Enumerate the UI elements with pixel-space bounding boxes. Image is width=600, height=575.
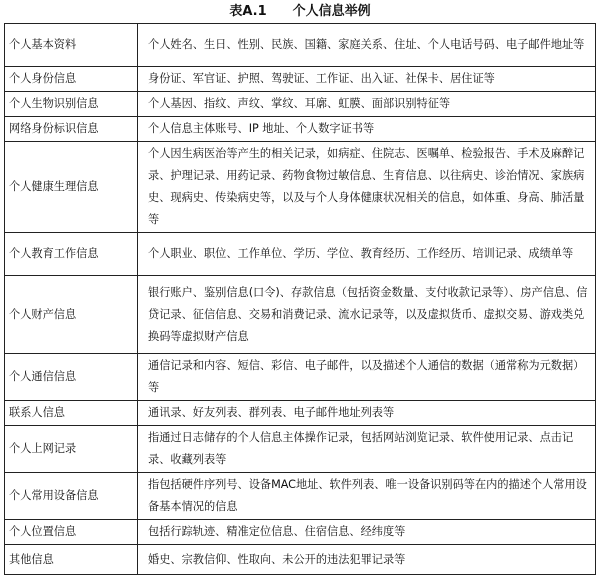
category-cell: 个人位置信息 [5,520,138,545]
description-cell: 指通过日志储存的个人信息主体操作记录，包括网站浏览记录、软件使用记录、点击记录、收藏列表等 [138,426,596,473]
category-cell: 网络身份标识信息 [5,117,138,142]
description-cell: 通讯录、好友列表、群列表、电子邮件地址列表等 [138,401,596,426]
description-cell: 个人职业、职位、工作单位、学历、学位、教育经历、工作经历、培训记录、成绩单等 [138,233,596,276]
table-row [5,24,596,67]
personal-info-table [4,23,596,575]
description-cell: 婚史、宗教信仰、性取向、未公开的违法犯罪记录等 [138,545,596,575]
table-row [5,520,596,545]
description-cell: 通信记录和内容、短信、彩信、电子邮件，以及描述个人通信的数据（通常称为元数据）等 [138,354,596,401]
table-row [5,276,596,354]
table-caption [0,4,600,20]
category-cell: 个人基本资料 [5,24,138,67]
category-cell: 个人通信信息 [5,354,138,401]
category-cell: 个人生物识别信息 [5,92,138,117]
table-row [5,426,596,473]
description-cell: 个人基因、指纹、声纹、掌纹、耳廓、虹膜、面部识别特征等 [138,92,596,117]
description-cell: 指包括硬件序列号、设备MAC地址、软件列表、唯一设备识别码等在内的描述个人常用设备基本情况的信息 [138,473,596,520]
category-cell: 个人身份信息 [5,67,138,92]
description-cell: 个人信息主体账号、IP 地址、个人数字证书等 [138,117,596,142]
table-row [5,117,596,142]
description-cell: 身份证、军官证、护照、驾驶证、工作证、出入证、社保卡、居住证等 [138,67,596,92]
description-cell: 银行账户、鉴别信息(口令)、存款信息（包括资金数量、支付收款记录等）、房产信息、信贷记录、征信信息、交易和消费记录、流水记录等，以及虚拟货币、虚拟交易、游戏类兑换码等虚拟财产信息 [138,276,596,354]
description-cell: 个人因生病医治等产生的相关记录，如病症、住院志、医嘱单、检验报告、手术及麻醉记录、护理记录、用药记录、药物食物过敏信息、生育信息、以往病史、诊治情况、家族病史、现病史、传染病史等，以及与个人身体健康状况相关的信息，如体重、身高、肺活量等 [138,142,596,233]
description-cell: 个人姓名、生日、性别、民族、国籍、家庭关系、住址、个人电话号码、电子邮件地址等 [138,24,596,67]
table-row [5,67,596,92]
category-cell: 个人教育工作信息 [5,233,138,276]
table-row [5,233,596,276]
category-cell: 个人财产信息 [5,276,138,354]
table-row [5,473,596,520]
description-cell: 包括行踪轨迹、精准定位信息、住宿信息、经纬度等 [138,520,596,545]
table-title: 个人信息举例 [292,4,371,19]
category-cell: 个人常用设备信息 [5,473,138,520]
table-row [5,401,596,426]
table-row [5,545,596,575]
category-cell: 个人上网记录 [5,426,138,473]
category-cell: 联系人信息 [5,401,138,426]
table-row [5,142,596,233]
table-number: 表A.1 [229,4,267,19]
table-row [5,354,596,401]
category-cell: 其他信息 [5,545,138,575]
table-row [5,92,596,117]
category-cell: 个人健康生理信息 [5,142,138,233]
